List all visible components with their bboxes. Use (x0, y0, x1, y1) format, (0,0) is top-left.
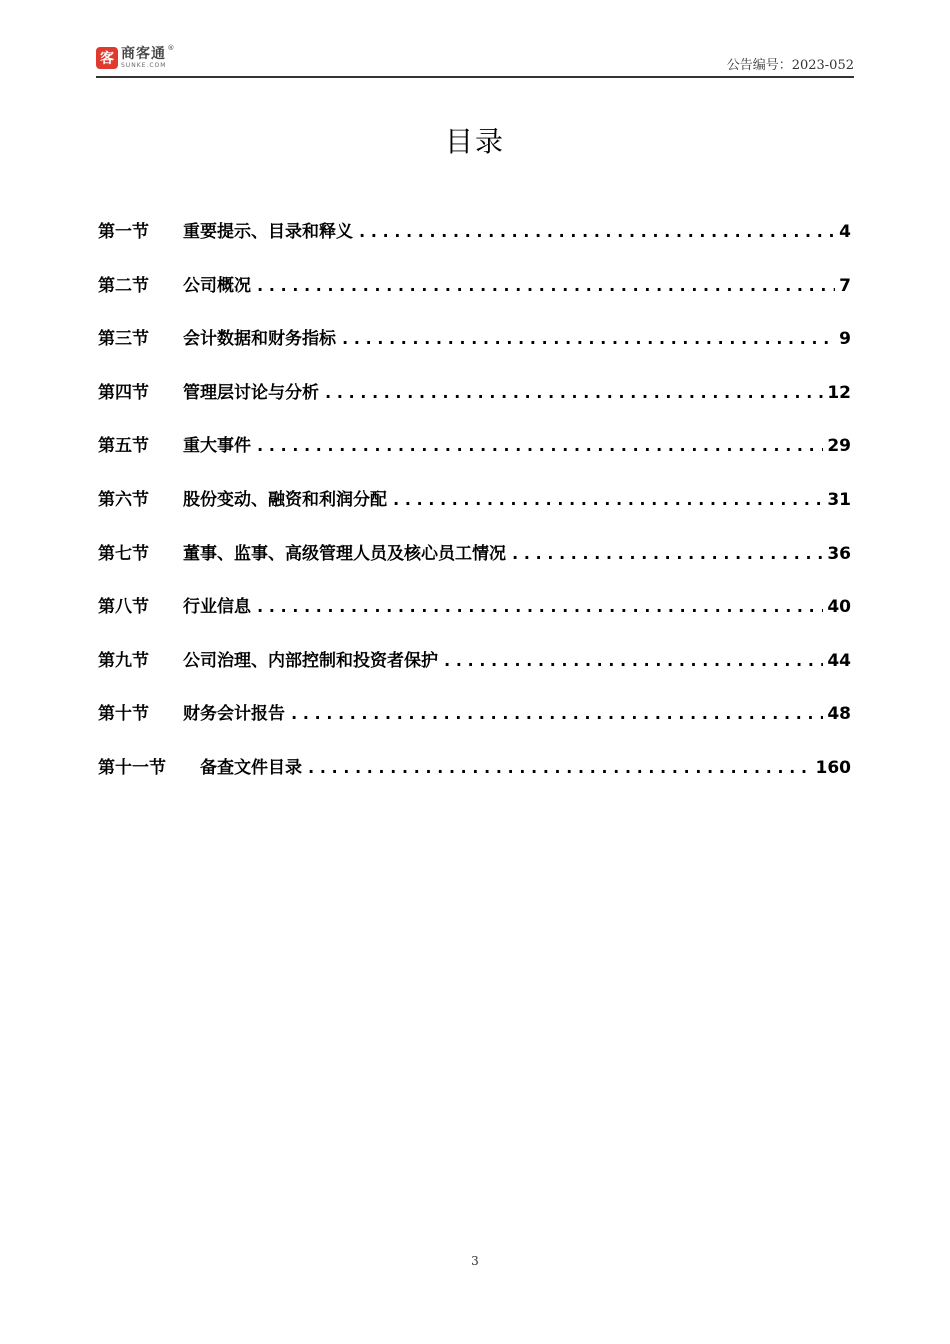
toc-section: 第四节 (98, 382, 149, 403)
toc-title: 重大事件 (183, 436, 251, 457)
toc-entry[interactable] (98, 646, 851, 700)
registered-mark: ® (167, 44, 175, 52)
toc-page: 31 (827, 489, 851, 510)
toc-page: 12 (827, 382, 851, 403)
toc-entry[interactable] (98, 699, 851, 753)
toc-section: 第八节 (98, 597, 149, 618)
toc-title: 管理层讨论与分析 (183, 382, 319, 403)
toc-entry[interactable] (98, 431, 851, 485)
toc-page: 160 (815, 757, 851, 778)
toc-entry[interactable] (98, 324, 851, 378)
toc-dot-leader (340, 329, 835, 349)
toc-entry[interactable] (98, 217, 851, 271)
toc-entry[interactable] (98, 271, 851, 325)
toc-page: 36 (827, 543, 851, 564)
logo-name: 商客通 (121, 46, 166, 62)
logo-icon: 客 (96, 47, 118, 69)
toc-title: 公司概况 (183, 275, 251, 296)
toc-dot-leader (255, 597, 823, 617)
table-of-contents (98, 217, 851, 807)
toc-section: 第五节 (98, 436, 149, 457)
toc-entry[interactable] (98, 592, 851, 646)
toc-dot-leader (255, 276, 835, 296)
logo-domain: SUNKE.COM (121, 62, 167, 69)
toc-entry[interactable] (98, 485, 851, 539)
toc-section: 第六节 (98, 489, 149, 510)
toc-page: 9 (839, 329, 851, 350)
toc-page: 29 (827, 436, 851, 457)
toc-title: 董事、监事、高级管理人员及核心员工情况 (183, 543, 506, 564)
toc-section: 第十一节 (98, 757, 166, 778)
toc-section: 第二节 (98, 275, 149, 296)
toc-section: 第一节 (98, 222, 149, 242)
toc-section: 第七节 (98, 543, 149, 564)
toc-entry[interactable] (98, 539, 851, 593)
toc-page: 48 (827, 704, 851, 725)
toc-dot-leader (289, 704, 823, 724)
announcement-number: 公告编号：2023-052 (726, 58, 854, 73)
toc-section: 第九节 (98, 650, 149, 671)
toc-title: 财务会计报告 (183, 704, 285, 725)
toc-dot-leader (357, 222, 835, 242)
toc-dot-leader (510, 544, 823, 564)
toc-page: 4 (839, 222, 851, 242)
company-logo (96, 44, 174, 72)
toc-dot-leader (323, 383, 823, 403)
page-number: 3 (471, 1254, 479, 1268)
page-title: 目录 (444, 125, 505, 158)
toc-title: 重要提示、目录和释义 (183, 222, 353, 242)
toc-title: 会计数据和财务指标 (183, 329, 336, 350)
toc-dot-leader (391, 490, 823, 510)
toc-page: 44 (827, 650, 851, 671)
page-header (96, 40, 854, 78)
toc-section: 第十节 (98, 704, 149, 725)
toc-entry[interactable] (98, 378, 851, 432)
toc-title: 行业信息 (183, 597, 251, 618)
toc-title: 备查文件目录 (200, 757, 302, 778)
toc-title: 股份变动、融资和利润分配 (183, 489, 387, 510)
toc-page: 7 (839, 275, 851, 296)
toc-section: 第三节 (98, 329, 149, 350)
toc-dot-leader (306, 758, 812, 778)
toc-page: 40 (827, 597, 851, 618)
toc-dot-leader (442, 651, 823, 671)
toc-dot-leader (255, 436, 823, 456)
logo-text (121, 47, 166, 69)
toc-entry[interactable] (98, 753, 851, 807)
toc-title: 公司治理、内部控制和投资者保护 (183, 650, 438, 671)
